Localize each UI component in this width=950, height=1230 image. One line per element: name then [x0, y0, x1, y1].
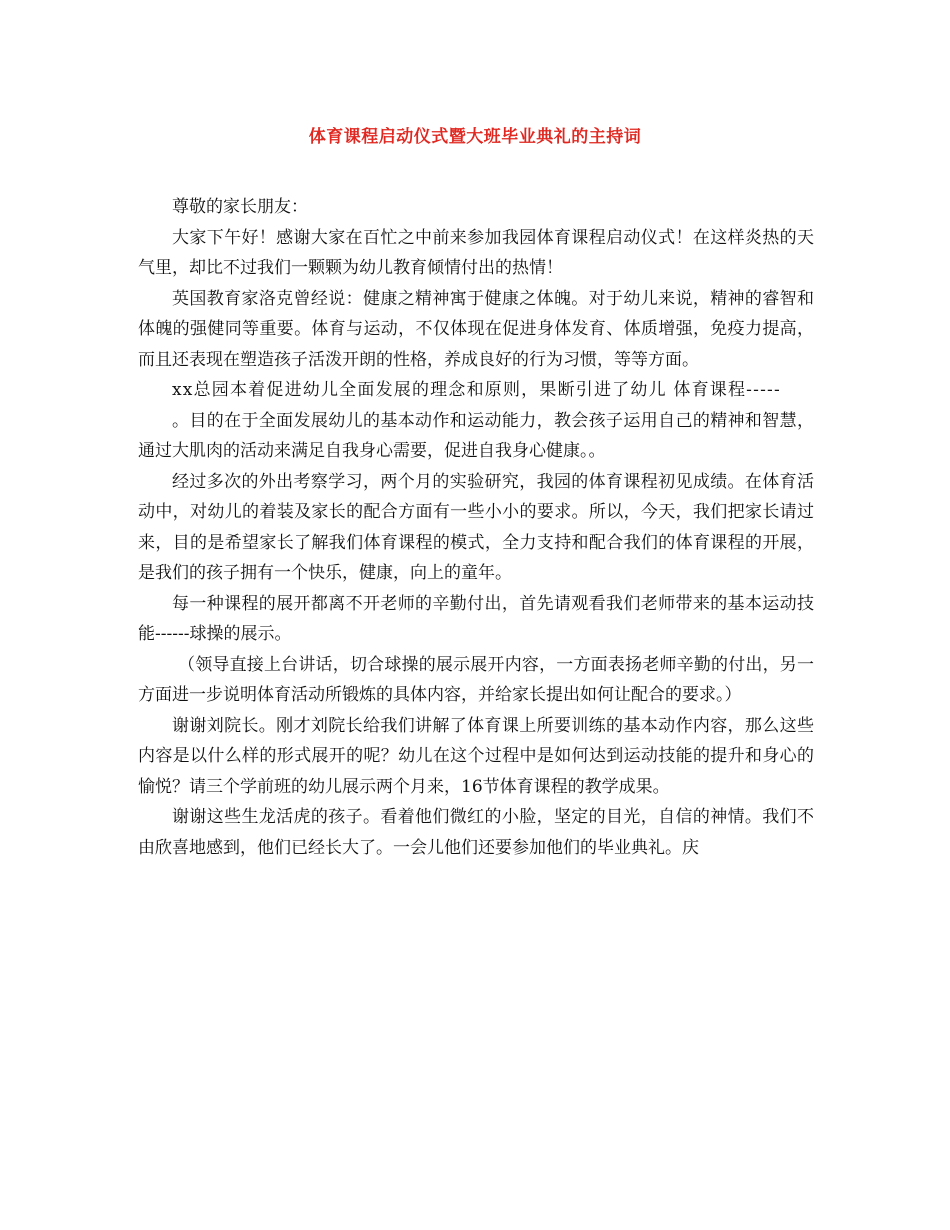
locke-quote-paragraph: 英国教育家洛克曾经说：健康之精神寓于健康之体魄。对于幼儿来说，精神的睿智和体魄的强健同等重要。体育与运动，不仅体现在促进身体发育、体质增强，免疫力提高，而且还表现在塑造孩子活泼开朗的性格，养成良好的行为习惯，等等方面。	[138, 288, 814, 370]
welcome-paragraph: 大家下午好！感谢大家在百忙之中前来参加我园体育课程启动仪式！在这样炎热的天气里，却比不过我们一颗颗为幼儿教育倾情付出的热情！	[138, 227, 814, 278]
document-title: 体育课程启动仪式暨大班毕业典礼的主持词	[308, 127, 642, 147]
leader-speech-note-paragraph: （领导直接上台讲话，切合球操的展示展开内容，一方面表扬老师辛勤的付出，另一方面进一步说明体育活动所锻炼的具体内容，并给家长提出如何让配合的要求。）	[138, 654, 814, 705]
thanks-children-paragraph: 谢谢这些生龙活虎的孩子。看着他们微红的小脸，坚定的目光，自信的神情。我们不由欣喜地感到，他们已经长大了。一会儿他们还要参加他们的毕业典礼。庆	[138, 807, 814, 858]
ball-exercise-paragraph: 每一种课程的展开都离不开老师的辛勤付出，首先请观看我们老师带来的基本运动技能------球操的展示。	[138, 593, 814, 644]
progress-paragraph: 经过多次的外出考察学习，两个月的实验研究，我园的体育课程初见成绩。在体育活动中，对幼儿的着装及家长的配合方面有一些小小的要求。所以，今天，我们把家长请过来，目的是希望家长了解我们体育课程的模式，全力支持和配合我们的体育课程的开展，是我们的孩子拥有一个快乐，健康，向上的童年。	[138, 471, 814, 583]
greeting-paragraph: 尊敬的家长朋友：	[172, 197, 308, 217]
course-intro-paragraph: xx总园本着促进幼儿全面发展的理念和原则，果断引进了幼儿 体育课程-----	[172, 380, 781, 400]
document-body	[138, 192, 814, 863]
course-purpose-paragraph: 。目的在于全面发展幼儿的基本动作和运动能力，教会孩子运用自己的精神和智慧，通过大肌肉的活动来满足自我身心需要，促进自我身心健康。。	[138, 410, 814, 461]
thanks-dean-paragraph: 谢谢刘院长。刚才刘院长给我们讲解了体育课上所要训练的基本动作内容，那么这些内容是以什么样的形式展开的呢？幼儿在这个过程中是如何达到运动技能的提升和身心的愉悦？请三个学前班的幼儿展示两个月来，16节体育课程的教学成果。	[138, 715, 814, 797]
